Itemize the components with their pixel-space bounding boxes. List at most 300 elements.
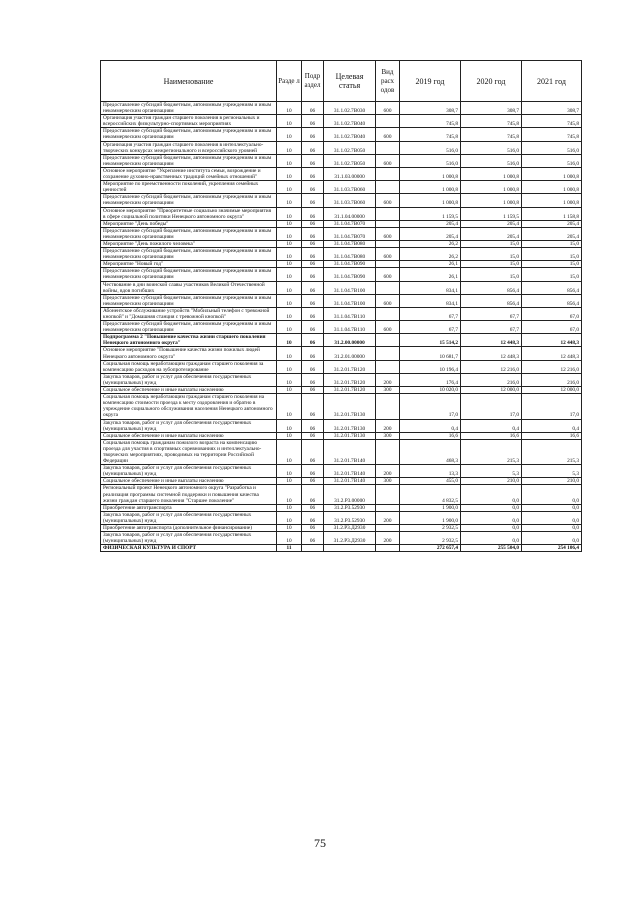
table-row (101, 504, 582, 511)
row-2019-amount-cell: 1 000,8 (400, 167, 461, 180)
row-2021-amount-cell: 745,8 (522, 115, 582, 128)
table-row (101, 321, 582, 334)
row-2019-amount-cell: 1 900,0 (400, 504, 461, 511)
row-name-cell: Предоставление субсидий бюджетным, автономным учреждениям и иным некоммерческим организациям (101, 102, 277, 115)
row-razdel-cell: 10 (277, 167, 302, 180)
row-name-cell: Приобретение автотранспорта (101, 504, 277, 511)
row-podrazdel-cell: 06 (302, 194, 324, 207)
table-row (101, 511, 582, 524)
table-row (101, 465, 582, 478)
row-target-article-cell: 31.2.00.00000 (324, 334, 376, 347)
row-expense-type-cell (376, 207, 400, 220)
row-2021-amount-cell: 15,0 (522, 248, 582, 261)
row-2021-amount-cell: 215,3 (522, 439, 582, 464)
row-name-cell: Предоставление субсидий бюджетным, автономным учреждениям и иным некоммерческим организациям (101, 154, 277, 167)
row-target-article-cell: 31.2.01.7В120 (324, 387, 376, 394)
row-razdel-cell: 10 (277, 281, 302, 294)
row-name-cell: Предоставление субсидий бюджетным, автономным учреждениям и иным некоммерческим организациям (101, 268, 277, 281)
row-razdel-cell: 10 (277, 220, 302, 227)
row-2021-amount-cell: 254 106,4 (522, 545, 582, 552)
row-2021-amount-cell: 15,0 (522, 268, 582, 281)
row-name-cell: Закупка товаров, работ и услуг для обеспечения государственных (муниципальных) нужд (101, 419, 277, 432)
row-razdel-cell: 10 (277, 504, 302, 511)
row-razdel-cell: 10 (277, 194, 302, 207)
header-podrazdel: Подр аздел (302, 61, 324, 102)
row-2020-amount-cell: 205,4 (461, 227, 522, 240)
row-target-article-cell: 31.2.01.7В140 (324, 465, 376, 478)
row-2021-amount-cell: 856,4 (522, 281, 582, 294)
row-name-cell: Предоставление субсидий бюджетным, автономным учреждениям и иным некоммерческим организациям (101, 248, 277, 261)
row-target-article-cell: 31.1.02.7В040 (324, 115, 376, 128)
row-expense-type-cell: 600 (376, 294, 400, 307)
row-2019-amount-cell: 2 932,5 (400, 525, 461, 532)
header-razdel: Разде л (277, 61, 302, 102)
table-row (101, 128, 582, 141)
row-target-article-cell: 31.2.01.7В120 (324, 360, 376, 373)
row-target-article-cell: 31.1.04.7В100 (324, 294, 376, 307)
row-target-article-cell: 31.1.04.7В110 (324, 321, 376, 334)
row-expense-type-cell (376, 394, 400, 419)
row-2020-amount-cell: 0,0 (461, 511, 522, 524)
row-2019-amount-cell: 308,7 (400, 102, 461, 115)
row-2020-amount-cell: 0,0 (461, 525, 522, 532)
row-podrazdel-cell: 06 (302, 207, 324, 220)
row-name-cell: Мероприятие "Новый год" (101, 261, 277, 268)
row-expense-type-cell: 200 (376, 532, 400, 545)
row-podrazdel-cell: 06 (302, 478, 324, 485)
row-name-cell: Организация участия граждан старшего поколения в региональных и всероссийских физкультурно-спортивных мероприятиях (101, 115, 277, 128)
row-2021-amount-cell: 205,4 (522, 227, 582, 240)
budget-table (100, 60, 582, 552)
row-razdel-cell: 10 (277, 128, 302, 141)
row-2019-amount-cell: 745,8 (400, 128, 461, 141)
row-podrazdel-cell: 06 (302, 294, 324, 307)
row-2021-amount-cell: 205,4 (522, 220, 582, 227)
row-2021-amount-cell: 16,6 (522, 432, 582, 439)
row-expense-type-cell (376, 504, 400, 511)
table-row (101, 394, 582, 419)
row-name-cell: Основное мероприятие "Повышение качества жизни пожилых людей Ненецкого автономного округа" (101, 347, 277, 360)
row-podrazdel-cell: 06 (302, 181, 324, 194)
row-target-article-cell: 31.1.04.7В110 (324, 307, 376, 320)
row-name-cell: Закупка товаров, работ и услуг для обеспечения государственных (муниципальных) нужд (101, 532, 277, 545)
row-razdel-cell: 10 (277, 394, 302, 419)
row-target-article-cell: 31.2.Р3.00000 (324, 485, 376, 504)
table-header-row (101, 61, 582, 102)
row-2021-amount-cell: 745,8 (522, 128, 582, 141)
row-target-article-cell: 31.1.03.7В060 (324, 194, 376, 207)
row-name-cell: Организация участия граждан старшего поколения в интеллектуально-творческих конкурсах межрегионального и всероссийского уровней (101, 141, 277, 154)
table-row (101, 294, 582, 307)
row-expense-type-cell: 300 (376, 432, 400, 439)
row-2021-amount-cell: 67,0 (522, 307, 582, 320)
row-2019-amount-cell: 176,4 (400, 373, 461, 386)
row-2020-amount-cell: 255 504,0 (461, 545, 522, 552)
row-expense-type-cell (376, 525, 400, 532)
row-razdel-cell: 10 (277, 419, 302, 432)
row-podrazdel-cell: 06 (302, 360, 324, 373)
row-podrazdel-cell: 06 (302, 167, 324, 180)
row-target-article-cell: 31.1.03.7В060 (324, 181, 376, 194)
table-row (101, 261, 582, 268)
row-2021-amount-cell: 12 448,3 (522, 334, 582, 347)
row-name-cell: Предоставление субсидий бюджетным, автономным учреждениям и иным некоммерческим организациям (101, 194, 277, 207)
row-podrazdel-cell: 06 (302, 347, 324, 360)
row-expense-type-cell: 600 (376, 248, 400, 261)
row-podrazdel-cell: 06 (302, 432, 324, 439)
row-target-article-cell: 31.2.Р3.52930 (324, 504, 376, 511)
row-expense-type-cell: 600 (376, 194, 400, 207)
row-2020-amount-cell: 205,4 (461, 220, 522, 227)
row-expense-type-cell (376, 261, 400, 268)
row-name-cell: Социальное обеспечение и иные выплаты населению (101, 432, 277, 439)
row-2021-amount-cell: 0,4 (522, 419, 582, 432)
table-row (101, 545, 582, 552)
table-row (101, 525, 582, 532)
row-2021-amount-cell: 15,0 (522, 240, 582, 247)
row-2021-amount-cell: 12 448,3 (522, 347, 582, 360)
table-row (101, 387, 582, 394)
row-razdel-cell: 10 (277, 307, 302, 320)
row-expense-type-cell (376, 281, 400, 294)
table-row (101, 360, 582, 373)
row-2021-amount-cell: 0,0 (522, 511, 582, 524)
row-razdel-cell: 10 (277, 248, 302, 261)
row-expense-type-cell: 600 (376, 154, 400, 167)
row-podrazdel-cell: 06 (302, 141, 324, 154)
row-2020-amount-cell: 12 448,3 (461, 334, 522, 347)
row-2021-amount-cell: 0,0 (522, 504, 582, 511)
table-row (101, 532, 582, 545)
header-year-2020: 2020 год (461, 61, 522, 102)
row-podrazdel-cell: 06 (302, 268, 324, 281)
row-2020-amount-cell: 16,6 (461, 432, 522, 439)
row-razdel-cell: 10 (277, 141, 302, 154)
row-2020-amount-cell: 210,0 (461, 478, 522, 485)
row-2019-amount-cell: 272 657,4 (400, 545, 461, 552)
row-2020-amount-cell: 0,0 (461, 504, 522, 511)
row-2020-amount-cell: 1 000,8 (461, 167, 522, 180)
row-name-cell: Чествование в дни воинской славы участников Великой Отечественной войны, вдов погибших (101, 281, 277, 294)
row-2020-amount-cell: 5,3 (461, 465, 522, 478)
table-row (101, 167, 582, 180)
row-target-article-cell: 31.1.04.7В090 (324, 261, 376, 268)
table-body (101, 102, 582, 552)
row-name-cell: Региональный проект Ненецкого автономного округа "Разработка и реализация программы системной поддержки и повышения качества жизни граждан старшего поколения "Старшее поколение" (101, 485, 277, 504)
row-expense-type-cell (376, 141, 400, 154)
row-razdel-cell: 10 (277, 532, 302, 545)
row-2020-amount-cell: 15,0 (461, 240, 522, 247)
row-2020-amount-cell: 15,0 (461, 248, 522, 261)
row-razdel-cell: 10 (277, 511, 302, 524)
row-target-article-cell: 31.2.Р3.Д2930 (324, 532, 376, 545)
row-name-cell: Предоставление субсидий бюджетным, автономным учреждениям и иным некоммерческим организациям (101, 227, 277, 240)
row-podrazdel-cell: 06 (302, 154, 324, 167)
row-target-article-cell: 31.2.01.7В130 (324, 419, 376, 432)
row-podrazdel-cell: 06 (302, 220, 324, 227)
row-razdel-cell: 10 (277, 360, 302, 373)
row-podrazdel-cell: 06 (302, 387, 324, 394)
row-2021-amount-cell: 0,0 (522, 525, 582, 532)
row-target-article-cell: 31.1.02.7В030 (324, 102, 376, 115)
row-expense-type-cell: 200 (376, 419, 400, 432)
table-row (101, 154, 582, 167)
row-2021-amount-cell: 5,3 (522, 465, 582, 478)
row-name-cell: Социальная помощь неработающим гражданам старшего поколения на компенсацию стоимости проезда к месту оздоровления и обратно в учреждение социального обслуживания населения Ненецкого автономного округа (101, 394, 277, 419)
table-row (101, 432, 582, 439)
row-2019-amount-cell: 745,8 (400, 115, 461, 128)
row-2019-amount-cell: 26,1 (400, 268, 461, 281)
row-podrazdel-cell (302, 545, 324, 552)
row-name-cell: Предоставление субсидий бюджетным, автономным учреждениям и иным некоммерческим организациям (101, 321, 277, 334)
row-2021-amount-cell: 0,0 (522, 485, 582, 504)
row-podrazdel-cell: 06 (302, 115, 324, 128)
row-podrazdel-cell: 06 (302, 281, 324, 294)
row-2020-amount-cell: 215,3 (461, 439, 522, 464)
row-target-article-cell: 31.1.04.7В080 (324, 248, 376, 261)
row-podrazdel-cell: 06 (302, 240, 324, 247)
row-2021-amount-cell: 216,0 (522, 373, 582, 386)
row-2019-amount-cell: 17,0 (400, 394, 461, 419)
row-2019-amount-cell: 205,4 (400, 220, 461, 227)
row-razdel-cell: 10 (277, 432, 302, 439)
row-target-article-cell: 31.1.04.7В070 (324, 220, 376, 227)
table-row (101, 485, 582, 504)
row-2019-amount-cell: 1 159,5 (400, 207, 461, 220)
row-2020-amount-cell: 856,4 (461, 281, 522, 294)
row-target-article-cell: 31.2.01.7В120 (324, 373, 376, 386)
header-year-2019: 2019 год (400, 61, 461, 102)
table-row (101, 373, 582, 386)
row-razdel-cell: 10 (277, 294, 302, 307)
table-row (101, 334, 582, 347)
row-2021-amount-cell: 210,0 (522, 478, 582, 485)
row-podrazdel-cell: 06 (302, 485, 324, 504)
row-target-article-cell (324, 545, 376, 552)
row-2019-amount-cell: 16,6 (400, 432, 461, 439)
row-razdel-cell: 10 (277, 207, 302, 220)
table-row (101, 478, 582, 485)
row-target-article-cell: 31.2.01.7В130 (324, 394, 376, 419)
row-razdel-cell: 10 (277, 227, 302, 240)
row-2020-amount-cell: 67,7 (461, 321, 522, 334)
row-expense-type-cell: 200 (376, 511, 400, 524)
row-podrazdel-cell: 06 (302, 321, 324, 334)
row-name-cell: Закупка товаров, работ и услуг для обеспечения государственных (муниципальных) нужд (101, 465, 277, 478)
row-podrazdel-cell: 06 (302, 334, 324, 347)
row-2020-amount-cell: 1 000,8 (461, 181, 522, 194)
table-row (101, 281, 582, 294)
row-target-article-cell: 31.2.Р3.52930 (324, 511, 376, 524)
row-2019-amount-cell: 0,4 (400, 419, 461, 432)
row-2019-amount-cell: 1 000,8 (400, 194, 461, 207)
row-2020-amount-cell: 308,7 (461, 102, 522, 115)
row-razdel-cell: 10 (277, 154, 302, 167)
row-expense-type-cell: 600 (376, 321, 400, 334)
row-podrazdel-cell: 06 (302, 504, 324, 511)
row-expense-type-cell: 600 (376, 128, 400, 141)
row-expense-type-cell (376, 181, 400, 194)
row-2021-amount-cell: 12 000,0 (522, 387, 582, 394)
row-2020-amount-cell: 516,0 (461, 141, 522, 154)
row-razdel-cell: 10 (277, 485, 302, 504)
row-2019-amount-cell: 26,2 (400, 240, 461, 247)
row-2021-amount-cell: 12 216,0 (522, 360, 582, 373)
row-2019-amount-cell: 205,4 (400, 227, 461, 240)
row-2019-amount-cell: 516,0 (400, 154, 461, 167)
row-razdel-cell: 10 (277, 321, 302, 334)
page-number: 75 (314, 836, 326, 850)
row-podrazdel-cell: 06 (302, 465, 324, 478)
row-2020-amount-cell: 0,0 (461, 485, 522, 504)
row-target-article-cell: 31.1.02.7В050 (324, 141, 376, 154)
row-2020-amount-cell: 516,0 (461, 154, 522, 167)
row-2019-amount-cell: 10 196,4 (400, 360, 461, 373)
row-razdel-cell: 10 (277, 181, 302, 194)
row-2019-amount-cell: 4 832,5 (400, 485, 461, 504)
row-name-cell: Мероприятие "День пожилого человека" (101, 240, 277, 247)
table-row (101, 227, 582, 240)
row-target-article-cell: 31.1.04.7В070 (324, 227, 376, 240)
row-razdel-cell: 10 (277, 373, 302, 386)
row-2020-amount-cell: 12 000,0 (461, 387, 522, 394)
row-razdel-cell: 11 (277, 545, 302, 552)
row-2020-amount-cell: 17,0 (461, 394, 522, 419)
row-expense-type-cell: 600 (376, 227, 400, 240)
row-podrazdel-cell: 06 (302, 128, 324, 141)
row-2019-amount-cell: 10 681,7 (400, 347, 461, 360)
row-2019-amount-cell: 2 932,5 (400, 532, 461, 545)
row-target-article-cell: 31.1.04.7В100 (324, 281, 376, 294)
table-row (101, 220, 582, 227)
header-year-2021: 2021 год (522, 61, 582, 102)
table-row (101, 194, 582, 207)
row-target-article-cell: 31.1.03.00000 (324, 167, 376, 180)
row-2021-amount-cell: 1 000,8 (522, 167, 582, 180)
table-row (101, 240, 582, 247)
row-target-article-cell: 31.2.01.7В130 (324, 432, 376, 439)
row-2020-amount-cell: 15,0 (461, 261, 522, 268)
row-razdel-cell: 10 (277, 465, 302, 478)
row-podrazdel-cell: 06 (302, 373, 324, 386)
row-2019-amount-cell: 468,3 (400, 439, 461, 464)
row-podrazdel-cell: 06 (302, 419, 324, 432)
row-target-article-cell: 31.2.Р3.Д2930 (324, 525, 376, 532)
row-2019-amount-cell: 15 514,2 (400, 334, 461, 347)
row-expense-type-cell (376, 220, 400, 227)
header-expense-type: Вид расх одов (376, 61, 400, 102)
table-row (101, 268, 582, 281)
row-expense-type-cell (376, 485, 400, 504)
row-2021-amount-cell: 0,0 (522, 532, 582, 545)
row-target-article-cell: 31.2.01.7В140 (324, 439, 376, 464)
row-2021-amount-cell: 15,0 (522, 261, 582, 268)
row-name-cell: Приобретение автотранспорта (дополнительное финансирование) (101, 525, 277, 532)
header-target-article: Целевая статья (324, 61, 376, 102)
row-expense-type-cell (376, 334, 400, 347)
row-target-article-cell: 31.2.01.00000 (324, 347, 376, 360)
header-name: Наименование (101, 61, 277, 102)
row-2021-amount-cell: 516,0 (522, 154, 582, 167)
row-2020-amount-cell: 12 448,3 (461, 347, 522, 360)
row-name-cell: Основное мероприятие "Укрепление института семьи, возрождение и сохранение духовно-нравственных традиций семейных отношений" (101, 167, 277, 180)
row-2020-amount-cell: 15,0 (461, 268, 522, 281)
row-2020-amount-cell: 745,8 (461, 128, 522, 141)
row-name-cell: Закупка товаров, работ и услуг для обеспечения государственных (муниципальных) нужд (101, 511, 277, 524)
row-name-cell: Закупка товаров, работ и услуг для обеспечения государственных (муниципальных) нужд (101, 373, 277, 386)
row-2021-amount-cell: 1 000,8 (522, 181, 582, 194)
row-expense-type-cell: 200 (376, 373, 400, 386)
row-expense-type-cell (376, 167, 400, 180)
row-target-article-cell: 31.1.04.7В080 (324, 240, 376, 247)
row-name-cell: Социальная помощь неработающим гражданам старшего поколения за компенсацию расходов на зубопротезирование (101, 360, 277, 373)
row-razdel-cell: 10 (277, 240, 302, 247)
row-razdel-cell: 10 (277, 115, 302, 128)
row-podrazdel-cell: 06 (302, 532, 324, 545)
row-podrazdel-cell: 06 (302, 307, 324, 320)
row-podrazdel-cell: 06 (302, 248, 324, 261)
row-2021-amount-cell: 17,0 (522, 394, 582, 419)
row-razdel-cell: 10 (277, 261, 302, 268)
row-target-article-cell: 31.1.02.7В050 (324, 154, 376, 167)
row-razdel-cell: 10 (277, 334, 302, 347)
row-podrazdel-cell: 06 (302, 525, 324, 532)
row-razdel-cell: 10 (277, 525, 302, 532)
row-podrazdel-cell: 06 (302, 394, 324, 419)
row-2019-amount-cell: 26,2 (400, 248, 461, 261)
row-2019-amount-cell: 67,7 (400, 321, 461, 334)
row-2021-amount-cell: 308,7 (522, 102, 582, 115)
row-2020-amount-cell: 1 000,8 (461, 194, 522, 207)
row-expense-type-cell: 600 (376, 268, 400, 281)
row-expense-type-cell: 200 (376, 465, 400, 478)
row-2020-amount-cell: 1 159,5 (461, 207, 522, 220)
row-razdel-cell: 10 (277, 478, 302, 485)
row-expense-type-cell (376, 439, 400, 464)
row-2021-amount-cell: 1 000,8 (522, 194, 582, 207)
row-razdel-cell: 10 (277, 439, 302, 464)
table-row (101, 419, 582, 432)
row-podrazdel-cell: 06 (302, 227, 324, 240)
row-target-article-cell: 31.2.01.7В140 (324, 478, 376, 485)
row-2020-amount-cell: 745,8 (461, 115, 522, 128)
row-name-cell: Подпрограмма 2 "Повышение качества жизни старшего поколения Ненецкого автономного округа" (101, 334, 277, 347)
row-name-cell: Мероприятие по преемственности поколений, укрепления семейных ценностей (101, 181, 277, 194)
row-2020-amount-cell: 12 216,0 (461, 360, 522, 373)
row-2019-amount-cell: 516,0 (400, 141, 461, 154)
row-target-article-cell: 31.1.04.7В090 (324, 268, 376, 281)
row-expense-type-cell: 300 (376, 387, 400, 394)
row-2019-amount-cell: 1 900,0 (400, 511, 461, 524)
row-podrazdel-cell: 06 (302, 511, 324, 524)
row-2019-amount-cell: 26,1 (400, 261, 461, 268)
table-row (101, 141, 582, 154)
row-2019-amount-cell: 1 000,8 (400, 181, 461, 194)
table-row (101, 207, 582, 220)
row-podrazdel-cell: 06 (302, 439, 324, 464)
row-razdel-cell: 10 (277, 268, 302, 281)
row-2020-amount-cell: 216,0 (461, 373, 522, 386)
row-2021-amount-cell: 856,4 (522, 294, 582, 307)
row-name-cell: Абонентское обслуживание устройств "Мобильный телефон с тревожной кнопкой" и "Домашняя станция с тревожной кнопкой" (101, 307, 277, 320)
row-razdel-cell: 10 (277, 387, 302, 394)
row-name-cell: Социальное обеспечение и иные выплаты населению (101, 478, 277, 485)
row-expense-type-cell (376, 360, 400, 373)
row-podrazdel-cell: 06 (302, 102, 324, 115)
row-2020-amount-cell: 0,0 (461, 532, 522, 545)
row-2020-amount-cell: 0,4 (461, 419, 522, 432)
row-target-article-cell: 31.1.02.7В040 (324, 128, 376, 141)
